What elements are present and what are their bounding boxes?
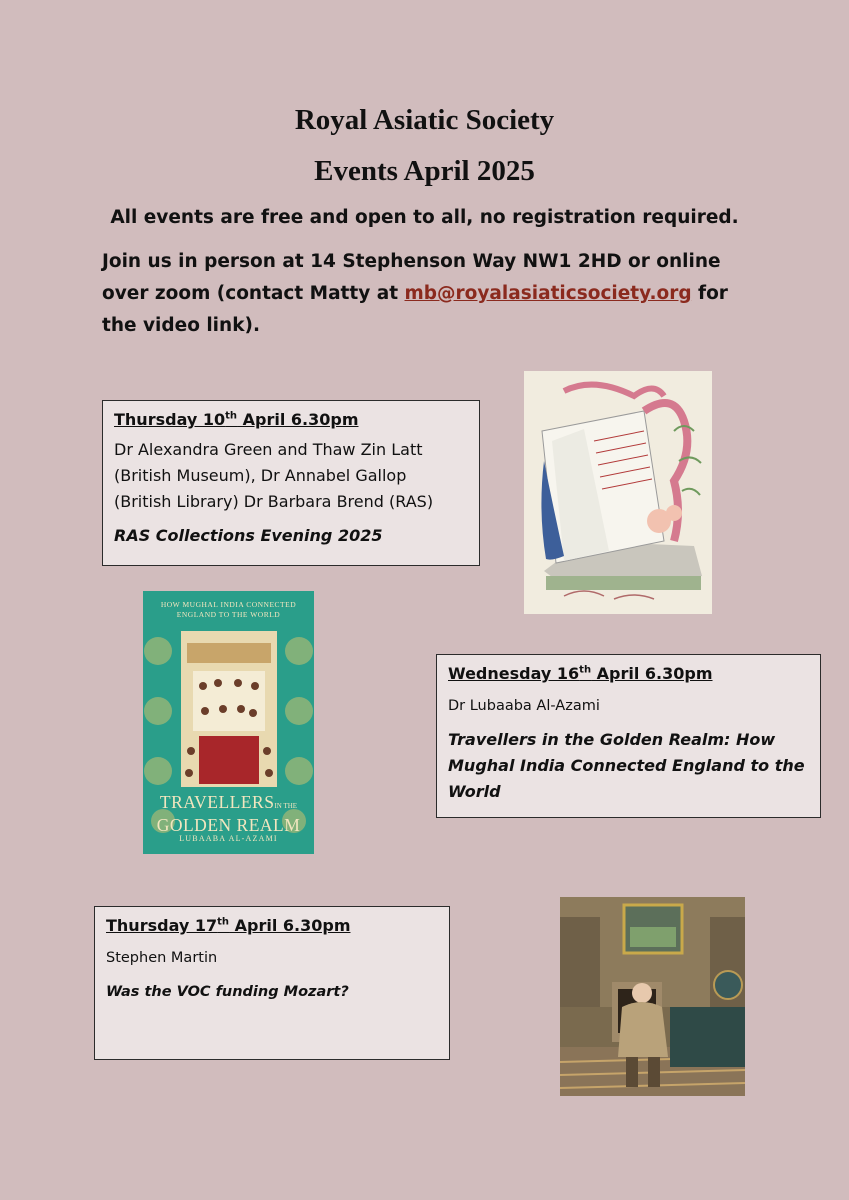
book-cover-image bbox=[143, 591, 314, 854]
ordinal-suffix: th bbox=[217, 916, 230, 928]
event-time: April 6.30pm bbox=[591, 664, 713, 683]
venue-info bbox=[102, 246, 742, 342]
free-events-notice: All events are free and open to all, no registration required. bbox=[110, 207, 739, 228]
event-time: April 6.30pm bbox=[237, 410, 359, 429]
event-speakers: Dr Lubaaba Al-Azami bbox=[448, 698, 600, 714]
ordinal-suffix: th bbox=[225, 410, 238, 422]
event-box-1 bbox=[102, 400, 480, 566]
manuscript-illustration bbox=[524, 371, 712, 614]
event-box-2 bbox=[436, 654, 821, 818]
event-title: RAS Collections Evening 2025 bbox=[114, 526, 383, 545]
ordinal-suffix: th bbox=[579, 664, 592, 676]
event-time: April 6.30pm bbox=[229, 916, 351, 935]
event-day: Wednesday 16 bbox=[448, 664, 580, 683]
page-title: Royal Asiatic Society bbox=[294, 104, 555, 136]
event-day: Thursday 10 bbox=[114, 410, 226, 429]
book-tagline: HOW MUGHAL INDIA CONNECTED ENGLAND TO THE WORLD bbox=[160, 600, 297, 619]
video-link-text: for the video link). bbox=[102, 283, 728, 336]
event-date bbox=[114, 410, 468, 429]
event-box-3 bbox=[94, 906, 450, 1060]
event-date bbox=[448, 664, 809, 683]
event-speakers: Stephen Martin bbox=[106, 950, 218, 966]
event-title: Was the VOC funding Mozart? bbox=[106, 984, 349, 1000]
event-title: Travellers in the Golden Realm: How Mughal India Connected England to the World bbox=[448, 730, 805, 801]
book-author: LUBAABA AL-AZAMI bbox=[179, 834, 278, 843]
email-link[interactable]: mb@royalasiaticsociety.org bbox=[404, 283, 692, 304]
page-subtitle: Events April 2025 bbox=[314, 155, 535, 187]
portrait-painting bbox=[560, 897, 745, 1096]
venue-text: Join us in person at 14 Stephenson Way NW1 2HD or online over zoom (contact Matty at bbox=[102, 251, 721, 304]
event-speakers: Dr Alexandra Green and Thaw Zin Latt (British Museum), Dr Annabel Gallop (British Library) Dr Barbara Brend (RAS) bbox=[114, 440, 434, 511]
book-title: TRAVELLERSIN THE GOLDEN REALM bbox=[156, 792, 301, 835]
event-date bbox=[106, 916, 438, 935]
event-day: Thursday 17 bbox=[106, 916, 218, 935]
